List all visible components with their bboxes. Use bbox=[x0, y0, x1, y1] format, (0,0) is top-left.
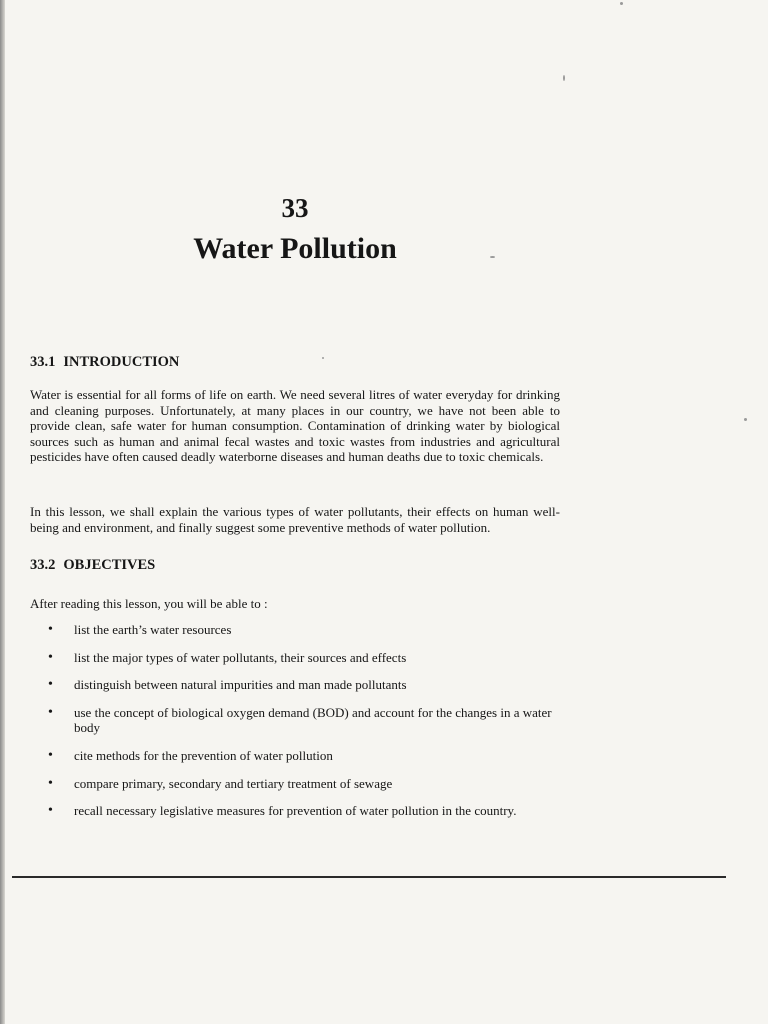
objectives-list bbox=[40, 622, 560, 831]
objective-item: • compare primary, secondary and tertiary treatment of sewage bbox=[40, 776, 560, 792]
section-number: 33.2 bbox=[30, 557, 56, 573]
section-heading-objectives bbox=[30, 557, 155, 574]
objective-item: • distinguish between natural impurities and man made pollutants bbox=[40, 677, 560, 693]
objectives-lead: After reading this lesson, you will be able to : bbox=[30, 596, 268, 611]
section-number: 33.1 bbox=[30, 354, 56, 370]
scan-speck bbox=[620, 2, 623, 5]
chapter-number: 33 bbox=[281, 193, 309, 223]
scan-speck bbox=[563, 75, 565, 81]
section-title: OBJECTIVES bbox=[63, 557, 156, 573]
section-title: INTRODUCTION bbox=[63, 354, 180, 370]
objective-item: • list the earth’s water resources bbox=[40, 622, 560, 638]
bottom-divider bbox=[12, 876, 726, 878]
intro-paragraph-2: In this lesson, we shall explain the various types of water pollutants, their effects on human well-being and environment, and finally suggest some preventive methods of water pollution. bbox=[30, 504, 560, 535]
objective-item: • cite methods for the prevention of water pollution bbox=[40, 748, 560, 764]
scan-speck bbox=[322, 357, 324, 359]
intro-paragraph-1: Water is essential for all forms of life on earth. We need several litres of water everyday for drinking and cleaning purposes. Unfortunately, at many places in our country, we have not been able to provide clean, safe water for human consumption. Contamination of drinking water by biological sources such as human and animal fecal wastes and toxic wastes from industries and agricultural pesticides have often caused deadly waterborne diseases and human deaths due to toxic chemicals. bbox=[30, 387, 560, 465]
objective-item: • use the concept of biological oxygen demand (BOD) and account for the changes in a water body bbox=[40, 705, 560, 736]
objective-item: • recall necessary legislative measures for prevention of water pollution in the country. bbox=[40, 803, 560, 819]
chapter-title: Water Pollution bbox=[193, 232, 397, 265]
scan-speck bbox=[744, 418, 747, 421]
section-heading-introduction bbox=[30, 354, 179, 371]
page-binding-edge bbox=[0, 0, 5, 1024]
objective-item: • list the major types of water pollutants, their sources and effects bbox=[40, 650, 560, 666]
